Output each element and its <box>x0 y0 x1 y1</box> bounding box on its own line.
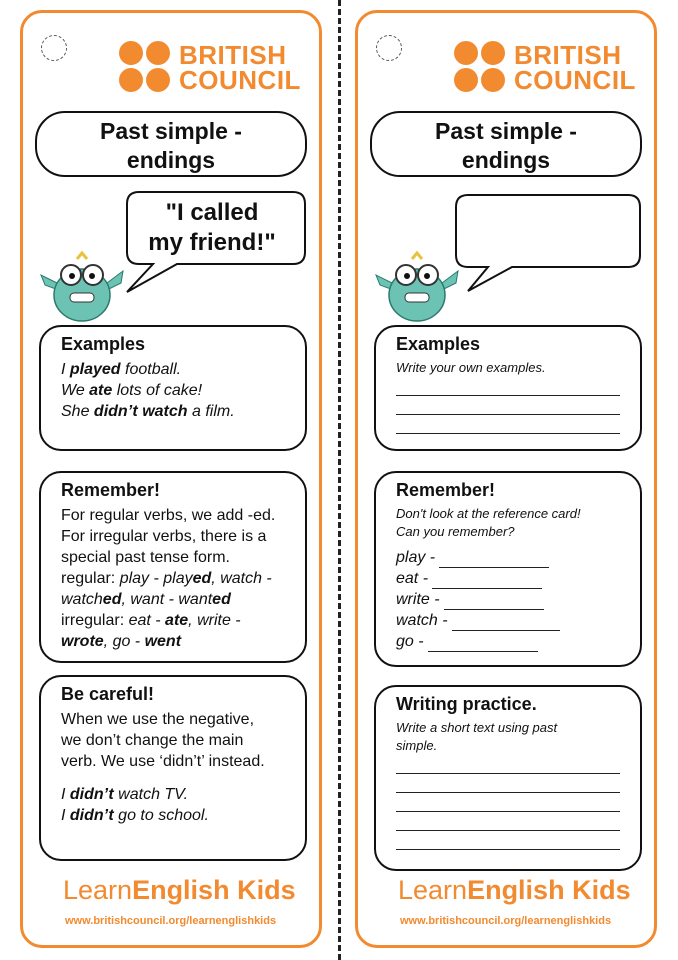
verb-fill-watch: watch - <box>396 610 630 631</box>
remember-instruction-1: Don't look at the reference card! <box>396 506 581 521</box>
text-run: special past tense form. <box>61 549 230 566</box>
writing-instruction-2: simple. <box>396 738 438 753</box>
text-run: didn’t <box>69 786 114 803</box>
text-run: a film. <box>187 403 235 420</box>
title-box <box>35 111 307 177</box>
empty-speech-bubble[interactable] <box>448 191 644 301</box>
punch-hole-icon <box>376 35 402 61</box>
text-run: eat - <box>128 612 166 629</box>
text-line <box>61 709 295 730</box>
learnenglish-kids-logo <box>398 875 631 906</box>
text-line <box>61 401 295 422</box>
verb-blank[interactable] <box>432 572 542 589</box>
text-line <box>61 568 295 589</box>
examples-instruction: Write your own examples. <box>396 360 546 375</box>
footer-url: www.britishcouncil.org/learnenglishkids <box>400 915 612 927</box>
remember-section <box>374 471 642 667</box>
text-line <box>61 359 295 380</box>
text-run: ate <box>89 382 113 399</box>
text-run: ed <box>212 591 231 608</box>
speech-bubble <box>113 188 309 298</box>
text-run: regular: <box>61 570 120 587</box>
text-line <box>61 784 295 805</box>
answer-line[interactable] <box>396 396 620 415</box>
speech-line-2: my friend!" <box>148 229 276 256</box>
brand-bold: English Kids <box>467 875 631 905</box>
writing-section <box>374 685 642 871</box>
examples-section <box>374 325 642 451</box>
answer-line[interactable] <box>396 812 620 831</box>
text-run: played <box>69 361 121 378</box>
remember-instruction-2: Can you remember? <box>396 524 515 539</box>
text-line <box>61 610 295 631</box>
text-run: watch TV. <box>113 786 189 803</box>
answer-line[interactable] <box>396 377 620 396</box>
verb-blank[interactable] <box>439 551 549 568</box>
verb-blank[interactable] <box>444 593 544 610</box>
text-run: I <box>61 786 70 803</box>
text-line <box>61 751 295 772</box>
examples-section <box>39 325 307 451</box>
bookmark-card-left <box>20 10 322 948</box>
text-run: For regular verbs, we add -ed. <box>61 507 276 524</box>
speech-bubble-icon <box>448 191 644 301</box>
text-run: wrote <box>61 633 104 650</box>
text-line <box>61 589 295 610</box>
text-run: For irregular verbs, there is a <box>61 528 267 545</box>
remember-section <box>39 471 307 663</box>
logo-dots-icon <box>119 41 171 93</box>
careful-heading: Be careful! <box>61 684 155 704</box>
verb-fill-play: play - <box>396 547 630 568</box>
remember-lines <box>61 505 295 652</box>
text-run: watch <box>61 591 103 608</box>
examples-lines <box>61 359 295 422</box>
title-line-2: endings <box>126 147 216 173</box>
text-run: go to school. <box>113 807 209 824</box>
writing-instruction-1: Write a short text using past <box>396 720 558 735</box>
text-run: She <box>61 403 94 420</box>
verb-fill-eat: eat - <box>396 568 630 589</box>
footer-url: www.britishcouncil.org/learnenglishkids <box>65 915 277 927</box>
cut-line <box>338 0 341 960</box>
punch-hole-icon <box>41 35 67 61</box>
title-line-1: Past simple - <box>100 118 242 144</box>
text-run: I <box>61 361 70 378</box>
text-run: didn’t watch <box>93 403 188 420</box>
examples-heading: Examples <box>61 334 146 354</box>
careful-examples <box>61 784 295 826</box>
answer-line[interactable] <box>396 793 620 812</box>
brand-light: Learn <box>63 875 133 905</box>
verb-fill-go: go - <box>396 631 630 652</box>
verb-blank[interactable] <box>452 614 560 631</box>
text-line <box>61 805 295 826</box>
verb-blank[interactable] <box>428 635 538 652</box>
text-line <box>61 631 295 652</box>
text-run: We <box>61 382 90 399</box>
text-run: football. <box>120 361 182 378</box>
logo-line-2: COUNCIL <box>514 65 636 95</box>
text-run: , want - want <box>121 591 213 608</box>
text-run: irregular: <box>61 612 129 629</box>
text-run: , watch - <box>211 570 272 587</box>
text-line <box>61 526 295 547</box>
writing-heading: Writing practice. <box>396 694 537 714</box>
brand-light: Learn <box>398 875 468 905</box>
text-line <box>61 547 295 568</box>
examples-heading: Examples <box>396 334 481 354</box>
text-run: verb. We use ‘didn’t’ instead. <box>61 753 265 770</box>
text-line <box>61 730 295 751</box>
answer-line[interactable] <box>396 774 620 793</box>
text-run: went <box>144 633 182 650</box>
text-run: we don’t change the main <box>61 732 244 749</box>
logo-line-2: COUNCIL <box>179 65 301 95</box>
text-run: , go - <box>103 633 145 650</box>
text-run: ed <box>102 591 122 608</box>
title-line-1: Past simple - <box>435 118 577 144</box>
text-run: I <box>61 807 70 824</box>
text-run: didn’t <box>69 807 114 824</box>
text-run: , write - <box>188 612 241 629</box>
monster-icon <box>372 245 462 325</box>
verb-fill-write: write - <box>396 589 630 610</box>
logo-line-1: BRITISH <box>179 40 287 70</box>
text-run: lots of cake! <box>112 382 203 399</box>
careful-lines <box>61 709 295 772</box>
learnenglish-kids-logo <box>63 875 296 906</box>
text-line <box>61 380 295 401</box>
text-run: ate <box>165 612 189 629</box>
monster-icon <box>37 245 127 325</box>
text-run: When we use the negative, <box>61 711 255 728</box>
speech-line-1: "I called <box>165 199 259 226</box>
logo-dots-icon <box>454 41 506 93</box>
text-run: play - play <box>119 570 193 587</box>
brand-bold: English Kids <box>132 875 296 905</box>
answer-line[interactable] <box>396 415 620 434</box>
careful-section <box>39 675 307 861</box>
logo-line-1: BRITISH <box>514 40 622 70</box>
title-box <box>370 111 642 177</box>
remember-heading: Remember! <box>61 480 161 500</box>
answer-line[interactable] <box>396 755 620 774</box>
text-line <box>61 505 295 526</box>
remember-heading: Remember! <box>396 480 496 500</box>
text-run: ed <box>192 570 212 587</box>
bookmark-card-right <box>355 10 657 948</box>
answer-line[interactable] <box>396 831 620 850</box>
title-line-2: endings <box>461 147 551 173</box>
